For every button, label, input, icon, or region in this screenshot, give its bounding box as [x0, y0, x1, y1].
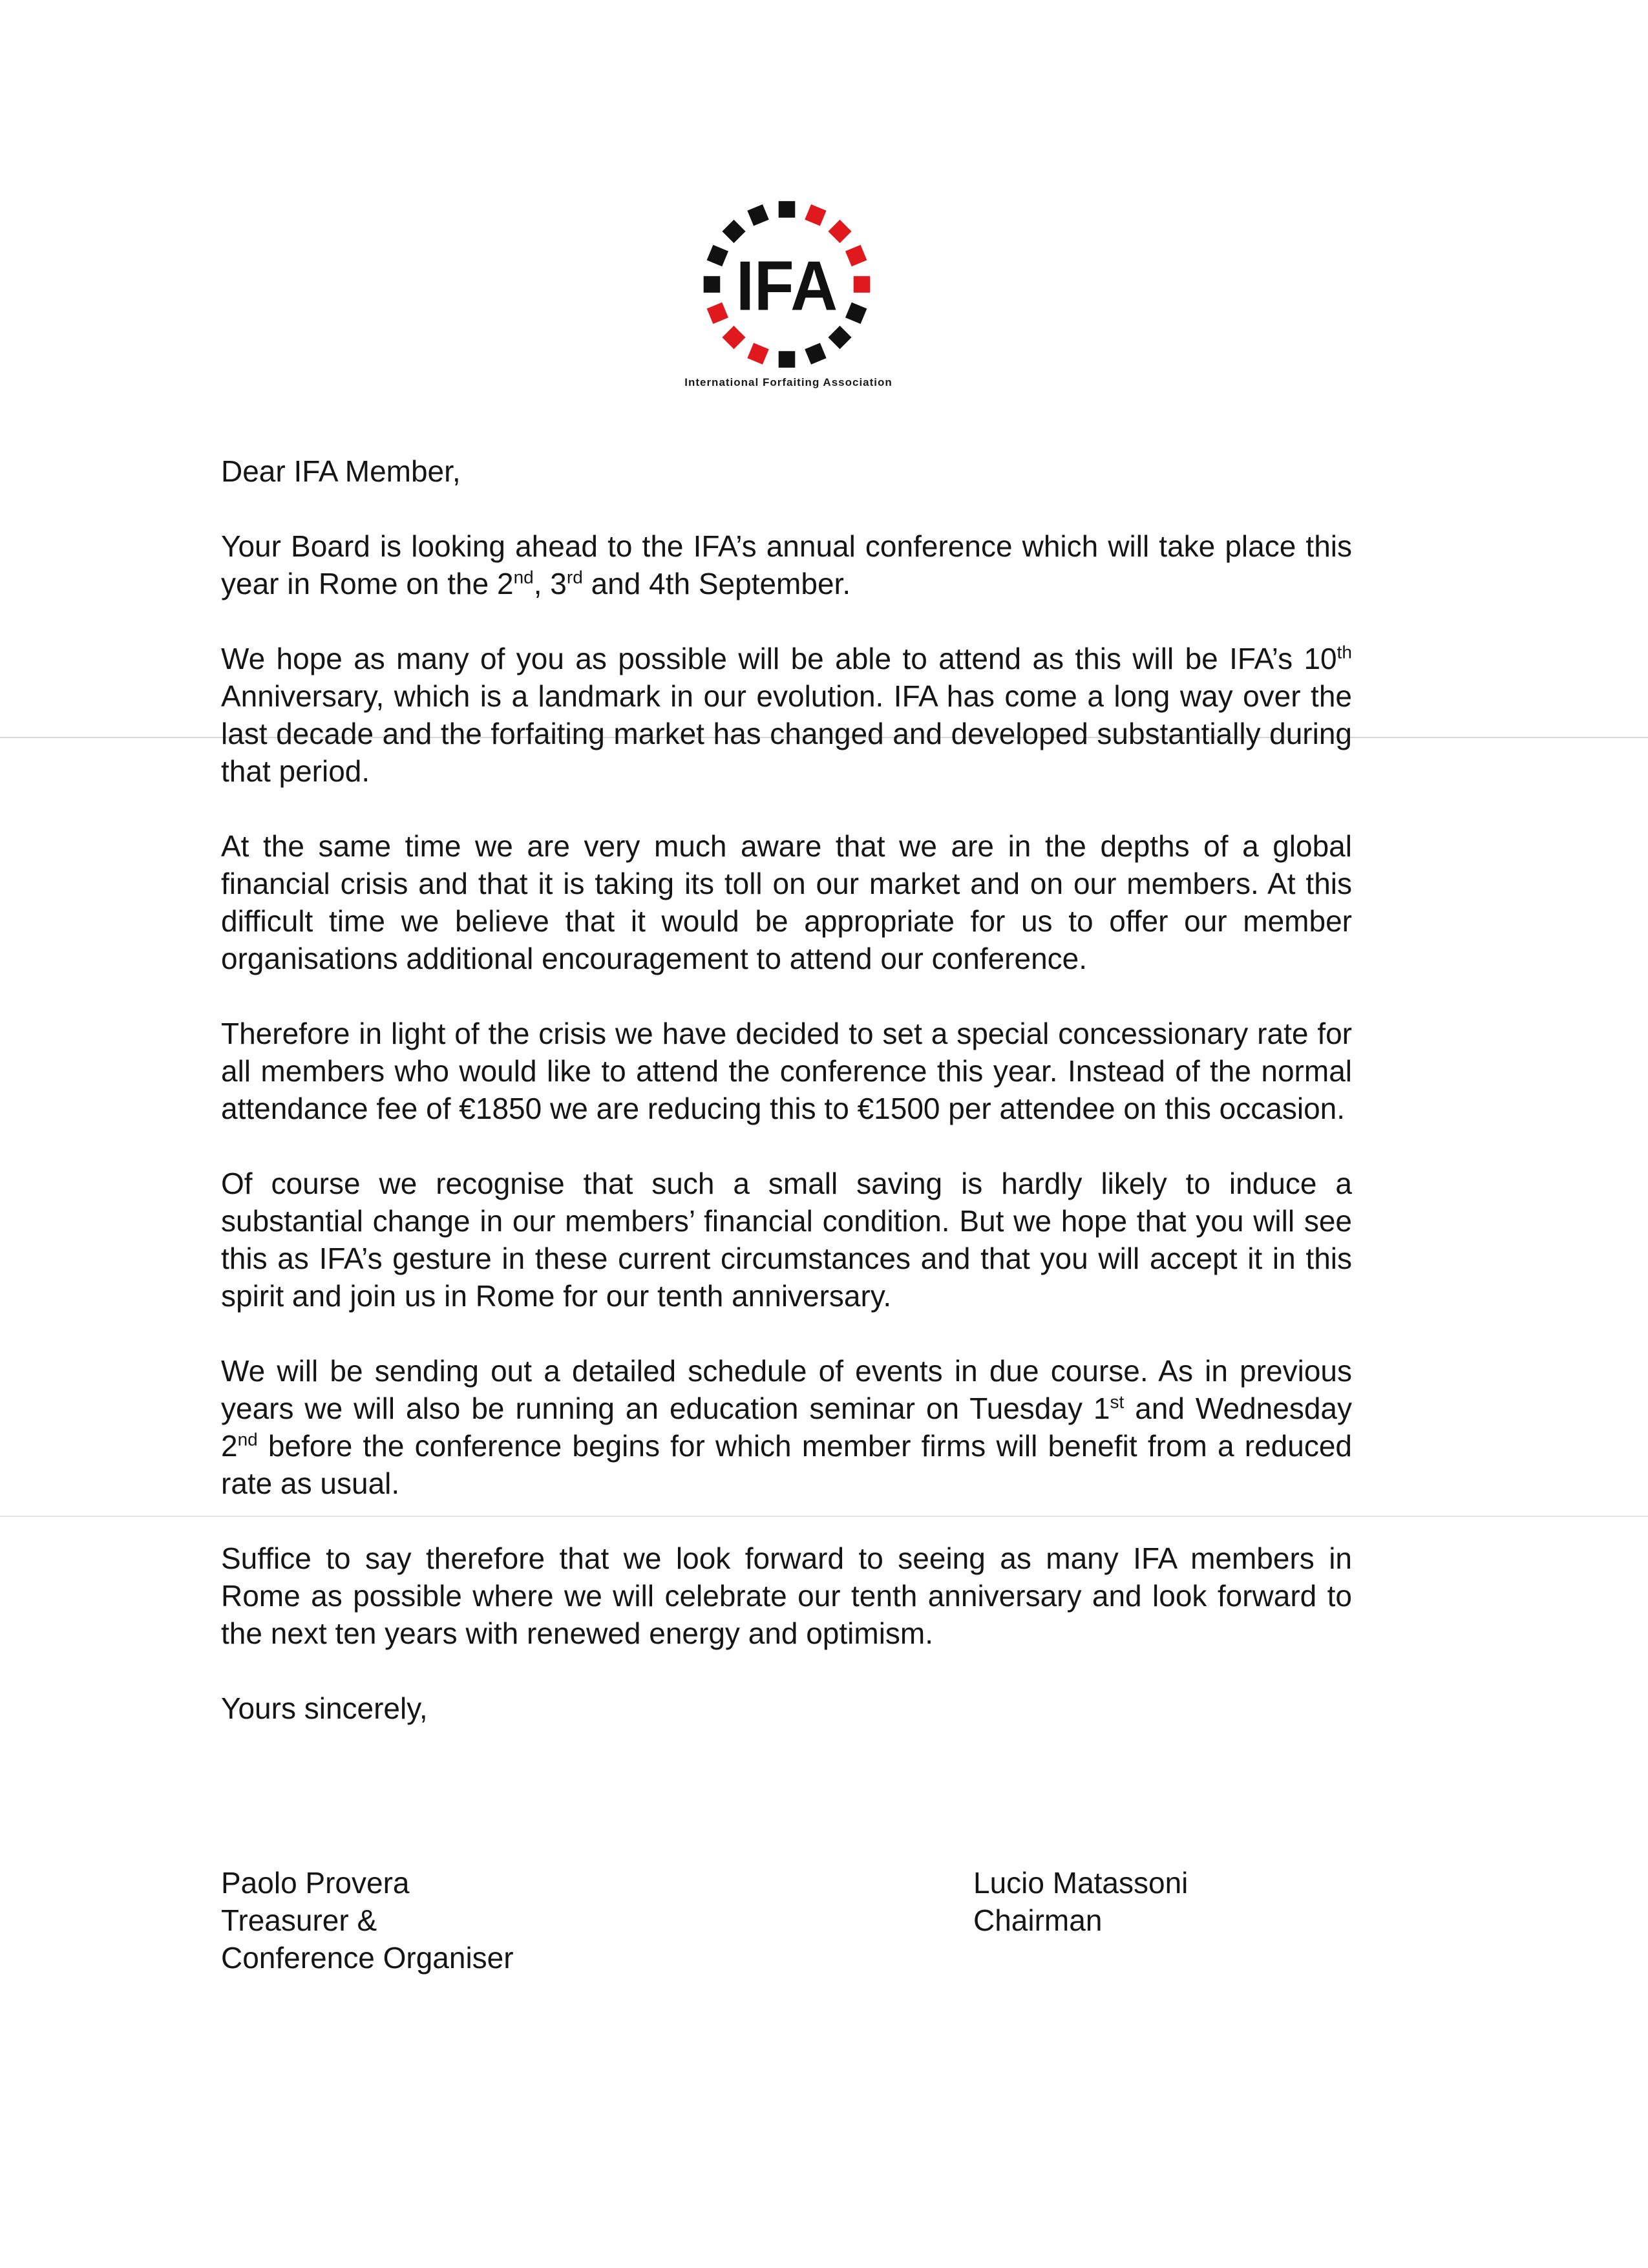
ifa-logo	[692, 187, 882, 381]
paragraph-schedule: We will be sending out a detailed schedule of events in due course. As in previous years we will also be running an education seminar on Tuesday 1st and Wednesday 2nd before the conference begins for which member firms will benefit from a reduced rate as usual.	[221, 1354, 1352, 1500]
logo-square	[747, 204, 768, 226]
logo-square	[747, 343, 768, 364]
paragraph-gesture: Of course we recognise that such a small saving is hardly likely to induce a substantial change in our members’ financial condition. But we hope that you will see this as IFA’s gesture in these current circumstances and that you will accept it in this spirit and join us in Rome for our tenth anniversary.	[221, 1167, 1352, 1313]
logo-square	[845, 245, 867, 266]
logo-square	[707, 302, 728, 324]
logo-square	[854, 276, 871, 293]
logo-square	[722, 220, 745, 243]
paragraph-look-forward: Suffice to say therefore that we look forward to seeing as many IFA members in Rome as possible where we will celebrate our tenth anniversary and look forward to the next ten years with renewed energy and optimism.	[221, 1542, 1352, 1650]
signatory-right-title-1: Chairman	[973, 1903, 1103, 1937]
signatory-right-name: Lucio Matassoni	[973, 1866, 1188, 1900]
signatory-left-name: Paolo Provera	[221, 1866, 410, 1900]
logo-square	[722, 326, 745, 349]
logo-caption: International Forfaiting Association	[684, 376, 893, 388]
letter-body	[221, 452, 1352, 1727]
logo-square	[707, 245, 728, 266]
signatory-left-title-1: Treasurer &	[221, 1903, 377, 1937]
salutation: Dear IFA Member,	[221, 454, 461, 488]
closing: Yours sincerely,	[221, 1691, 428, 1725]
logo-square	[779, 351, 796, 368]
signatory-left	[221, 1864, 514, 1977]
paragraph-anniversary: We hope as many of you as possible will be able to attend as this will be IFA’s 10th Anniversary, which is a landmark in our evolution. IFA has come a long way over the last decade and the forfaiting market has changed and developed substantially during that period.	[221, 642, 1352, 788]
paragraph-concessionary-rate: Therefore in light of the crisis we have decided to set a special concessionary rate for all members who would like to attend the conference this year. Instead of the normal attendance fee of €1850 we are reducing this to €1500 per attendee on this occasion.	[221, 1017, 1352, 1125]
logo-square	[805, 343, 826, 364]
logo-square	[779, 201, 796, 218]
signatory-left-title-2: Conference Organiser	[221, 1941, 514, 1975]
logo-square	[704, 276, 721, 293]
paragraph-crisis: At the same time we are very much aware that we are in the depths of a global financial crisis and that it is taking its toll on our market and on our members. At this difficult time we believe that it would be appropriate for us to offer our member organisations additional encouragement to attend our conference.	[221, 829, 1352, 975]
logo-square	[828, 326, 851, 349]
logo-square	[805, 204, 826, 226]
logo-acronym: IFA	[735, 246, 838, 325]
logo-square	[828, 220, 851, 243]
logo-square	[845, 302, 867, 324]
signatory-right	[973, 1864, 1188, 1939]
paragraph-conference-date: Your Board is looking ahead to the IFA’s annual conference which will take place this year in Rome on the 2nd, 3rd and 4th September.	[221, 529, 1352, 600]
